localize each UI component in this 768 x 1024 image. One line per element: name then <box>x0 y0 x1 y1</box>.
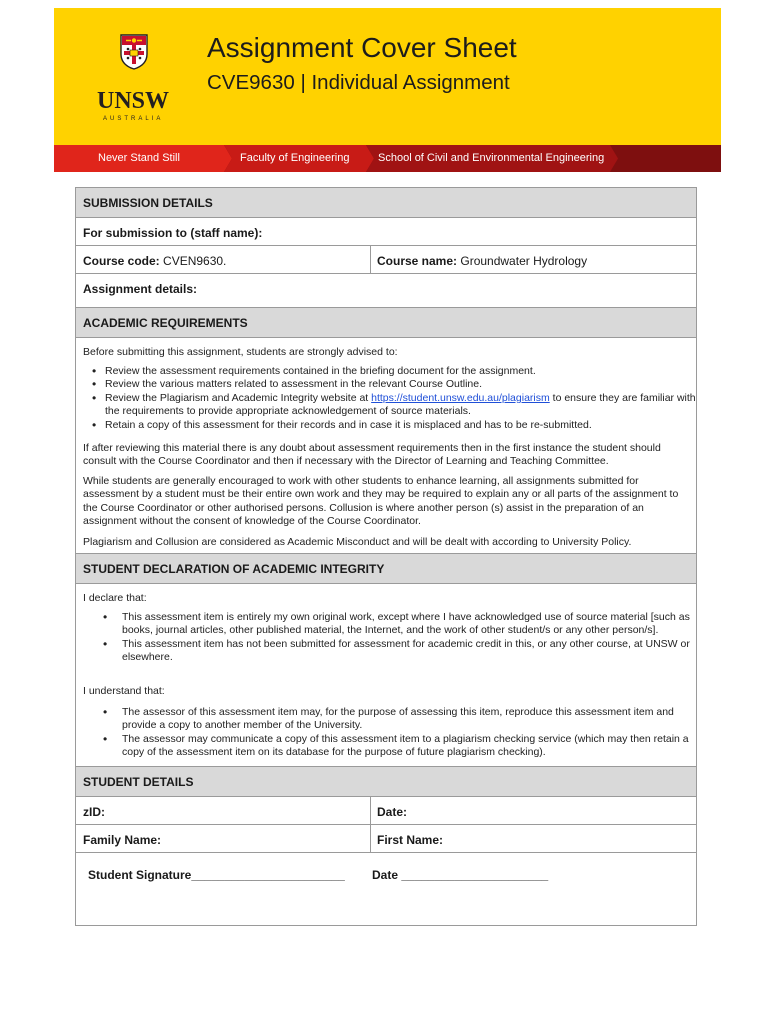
list-item: • Review the assessment requirements contained in the briefing document for the assignment. <box>105 365 697 378</box>
advice-intro: Before submitting this assignment, students are strongly advised to: <box>83 346 398 358</box>
unsw-logo-text: UNSW <box>97 88 170 114</box>
list-item: • Retain a copy of this assessment for their records and in case it is misplaced and has to be re-submitted. <box>105 419 697 432</box>
understand-intro: I understand that: <box>83 685 165 697</box>
list-item: • The assessor may communicate a copy of this assessment item to a plagiarism checking service (which may then retain a copy of the assessment item on its database for the purpose of future plagiarism checking). <box>122 733 694 760</box>
column-divider <box>370 797 371 824</box>
understand-list <box>122 706 694 760</box>
declare-intro: I declare that: <box>83 592 147 604</box>
list-item: • This assessment item has not been submitted for assessment for academic credit in this, or any other course, at UNSW or elsewhere. <box>122 638 694 665</box>
section-title: SUBMISSION DETAILS <box>83 196 213 210</box>
zid-date-row <box>76 797 696 825</box>
course-name-label: Course name: <box>377 254 458 268</box>
advice-list <box>105 365 697 432</box>
plagiarism-website-link[interactable]: https://student.unsw.edu.au/plagiarism <box>371 391 550 404</box>
faculty-banner <box>54 145 721 172</box>
document-title: Assignment Cover Sheet <box>207 32 517 63</box>
misconduct-paragraph: Plagiarism and Collusion are considered as Academic Misconduct and will be dealt with according to University Policy. <box>83 536 632 548</box>
academic-requirements-body <box>76 338 696 554</box>
banner-faculty: Faculty of Engineering <box>240 152 350 164</box>
declaration-body <box>76 584 696 767</box>
section-title: STUDENT DECLARATION OF ACADEMIC INTEGRITY <box>83 562 385 576</box>
banner-school: School of Civil and Environmental Engineering <box>378 152 605 164</box>
assignment-details-row <box>76 274 696 308</box>
family-name-field[interactable]: Family Name: <box>83 833 162 847</box>
course-code-label: Course code: <box>83 254 160 268</box>
course-code-field[interactable] <box>83 254 226 268</box>
student-details-header <box>76 767 696 797</box>
cover-sheet-form <box>75 187 697 926</box>
course-name-field[interactable] <box>377 254 587 268</box>
zid-field[interactable]: zID: <box>83 805 105 819</box>
list-item: • Review the Plagiarism and Academic Integrity website at https://student.unsw.edu.au/plagiarism to ensure they are familiar with the requirements to provide appropriate acknowledgement of source materials. <box>105 392 697 419</box>
student-signature-line[interactable]: Student Signature_______________________ <box>88 868 345 882</box>
unsw-crest-icon <box>120 34 148 70</box>
collusion-paragraph: While students are generally encouraged to work with other students to enhance learning, all assignments submitted for assessment by a student must be their entire own work and they may be required to explain any or all parts of the assignment to the Course Coordinator or other authorised persons. Collusion is where another person (s) assist in the preparation of an assignment without the consent of knowledge of the Course Coordinator. <box>83 475 679 528</box>
staff-name-row <box>76 218 696 246</box>
doubt-paragraph: If after reviewing this material there is any doubt about assessment requirements then in the first instance the student should consult with the Course Coordinator and then if necessary with the Director of Learning and Teaching Committee. <box>83 442 661 468</box>
list-item: • The assessor of this assessment item may, for the purpose of assessing this item, reproduce this assessment item and provide a copy to another member of the University. <box>122 706 694 733</box>
signature-area <box>76 853 696 925</box>
section-title: ACADEMIC REQUIREMENTS <box>83 316 248 330</box>
column-divider <box>370 825 371 852</box>
submission-details-header <box>76 188 696 218</box>
list-item: • This assessment item is entirely my own original work, except where I have acknowledged use of source material [such as books, journal articles, other published material, the Internet, and the work of other student/s or any other person/s]. <box>122 611 694 638</box>
staff-name-label: For submission to (staff name): <box>83 226 263 240</box>
course-row <box>76 246 696 274</box>
section-title: STUDENT DETAILS <box>83 775 194 789</box>
column-divider <box>370 246 371 273</box>
list-item: • Review the various matters related to assessment in the relevant Course Outline. <box>105 378 697 391</box>
declare-list <box>122 611 694 665</box>
document-header <box>54 8 721 145</box>
academic-requirements-header <box>76 308 696 338</box>
first-name-field[interactable]: First Name: <box>377 833 444 847</box>
name-row <box>76 825 696 853</box>
date-field[interactable]: Date: <box>377 805 408 819</box>
signature-date-line[interactable]: Date ______________________ <box>372 868 549 882</box>
document-subtitle: CVE9630 | Individual Assignment <box>207 71 510 94</box>
banner-tagline: Never Stand Still <box>98 152 180 164</box>
declaration-header <box>76 554 696 584</box>
unsw-logo-country: AUSTRALIA <box>103 116 164 122</box>
course-code-value: CVEN9630. <box>159 254 227 268</box>
course-name-value: Groundwater Hydrology <box>457 254 588 268</box>
assignment-details-label: Assignment details: <box>83 282 198 296</box>
